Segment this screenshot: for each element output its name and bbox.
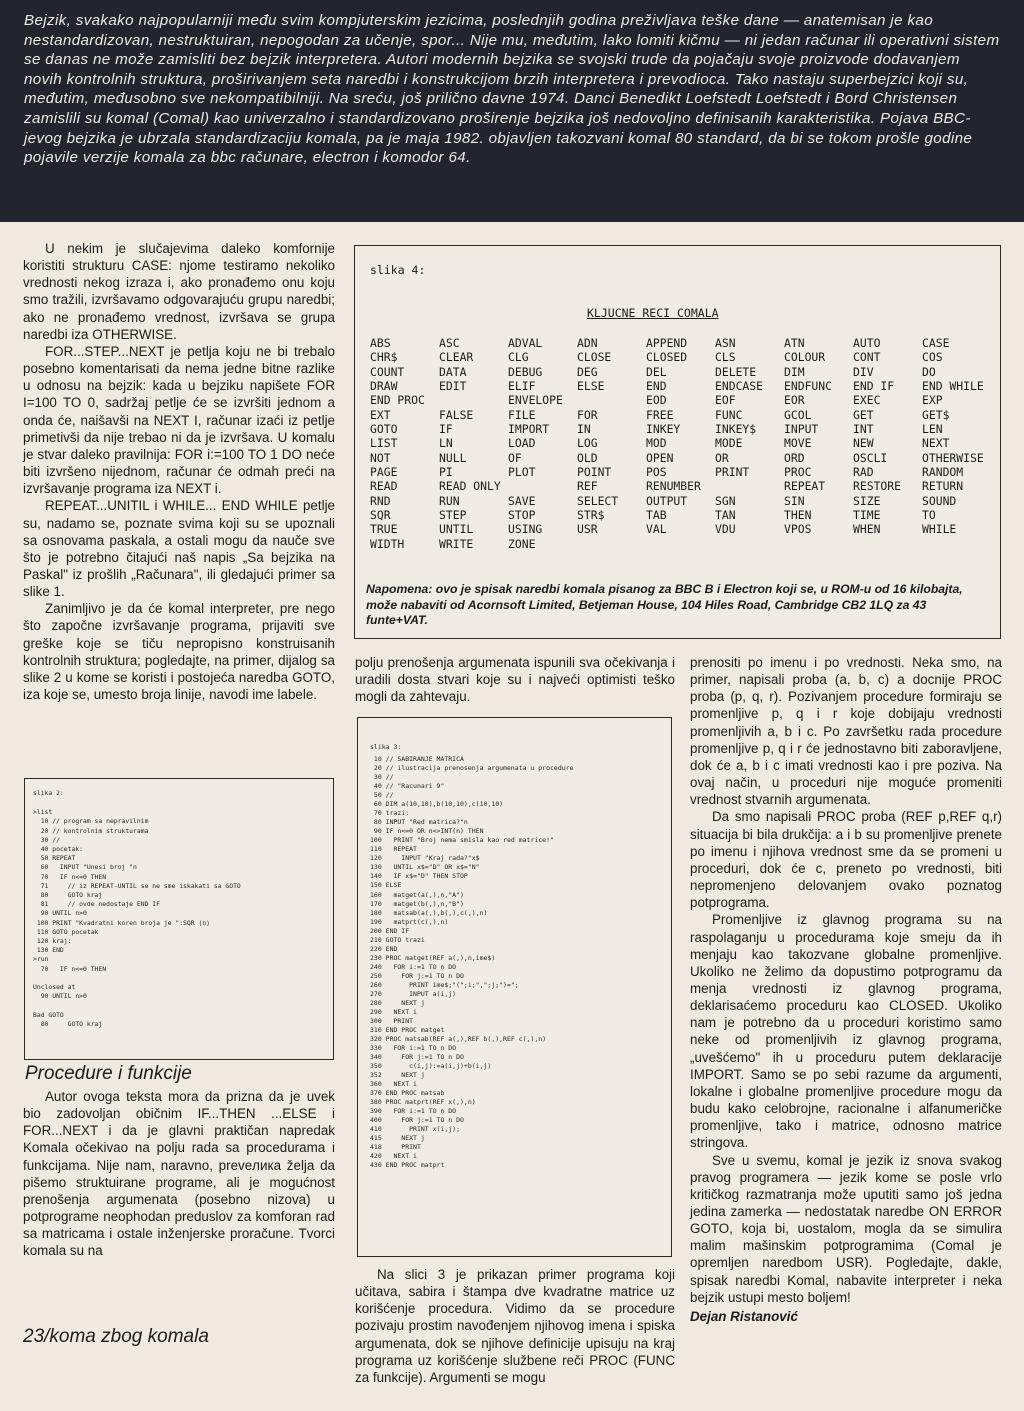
keyword-cell: END — [646, 379, 667, 394]
keyword-row — [370, 465, 991, 479]
column-1-text — [23, 240, 335, 703]
keyword-cell: EXP — [922, 393, 943, 408]
table-title: KLJUCNE RECI COMALA — [587, 306, 719, 320]
keyword-cell: ZONE — [508, 536, 536, 551]
keyword-cell: EDIT — [439, 379, 467, 394]
keyword-cell: MOD — [646, 436, 667, 451]
keyword-cell: INT — [853, 422, 874, 437]
keyword-cell: USING — [508, 522, 543, 537]
keyword-row — [370, 379, 991, 393]
keyword-cell — [922, 537, 991, 551]
keyword-cell: REPEAT — [784, 479, 826, 494]
keyword-cell: POINT — [577, 465, 612, 480]
author-byline: Dejan Ristanović — [690, 1308, 798, 1324]
keyword-row — [370, 494, 991, 508]
keyword-cell: TAN — [715, 508, 736, 523]
keyword-cell — [577, 537, 646, 551]
keyword-cell: WHEN — [853, 522, 881, 537]
figure-slika-3 — [357, 717, 672, 1257]
keyword-cell: CLOSE — [577, 350, 612, 365]
keyword-cell: INKEY — [646, 422, 681, 437]
keyword-cell: OF — [508, 450, 522, 465]
keyword-cell: WIDTH — [370, 536, 405, 551]
keyword-cell: AUTO — [853, 336, 881, 350]
keyword-cell: RAD — [853, 465, 874, 480]
paragraph: Promenljive iz glavnog programa su na raspolaganju u procedurama koje smeju da ih menjaju kao takozvane globalne promenljive. Ukoliko ne želimo da dopustimo potprogramu da menja vrednosti iz glavnog programa, deklarisaćemo proceduru kao CLOSED. Ukoliko nam je potrebno da u proceduri koristimo samo neke od promenljivih iz glavnog programa, „uvešćemo" ih u proceduru putem deklaracije IMPORT. Samo se po sebi razume da argumenti, lokalne i globalne promenljive procedure mogu da budu kako celobrojne, racionalne i alfanumeričke promenljive, tako i matrice, odnosno matrice stringova. — [690, 912, 1002, 1151]
keyword-cell: END WHILE — [922, 379, 984, 394]
keyword-cell: SQR — [370, 508, 391, 523]
keyword-cell: ELSE — [577, 379, 605, 394]
code-listing: >list 10 // program sa nepravilnim 20 // kontrolnim strukturama 30 // 40 pocetak: 50 REPEAT 60 INPUT "Unesi broj "n 70 IF n<=0 THEN 71 // iz REPEAT-UNTIL se ne sme iskakati sa GOTO 80 GOTO kraj 81 // ovde nedostaje END IF 90 UNTIL n>0 100 PRINT "Kvadratni koren broja je ":SQR (n) 110 GOTO pocetak 120 kraj: 130 END >run 70 IF n<=0 THEN Unclosed at 90 UNTIL n>0 Bad GOTO 80 GOTO kraj — [33, 808, 241, 1028]
keyword-cell: LEN — [922, 422, 943, 437]
keyword-cell: DIV — [853, 364, 874, 379]
keyword-cell: LN — [439, 436, 453, 451]
keyword-cell: OSCLI — [853, 450, 888, 465]
paragraph: U nekim je slučajevima daleko komfornije koristiti strukturu CASE: njome testiramo nekoliko vrednosti nekog izraza i, ako pronađemo onu koju smo tražili, izvršavamo odgovarajuću grupu naredbi; ako ne pronađemo vrednost, izvršava se grupa naredbi iza OTHERWISE. — [23, 241, 335, 342]
keyword-cell: CLG — [508, 350, 529, 365]
keyword-cell: RND — [370, 493, 391, 508]
keyword-cell: PRINT — [715, 465, 750, 480]
keyword-cell: OTHERWISE — [922, 450, 984, 465]
code-listing: 10 // SABIRANJE MATRICA 20 // ilustracija prenosenja argumenata u procedure 30 // 40 // "Racunari 9" 50 // 60 DIM a(10,10),b(10,10),c(10,10) 70 trazi: 80 INPUT "Red matrica?"n 90 IF n<=0 OR n<>INT(n) THEN 100 PRINT "Broj nema smisla kao red matrice!" 110 REPEAT 120 INPUT "Kraj rada?"x$ 130 UNTIL x$="D" OR x$="N" 140 IF x$="D" THEN STOP 150 ELSE 160 matget(a(,),n,"A") 170 matget(b(,),n,"B") 180 matsab(a(,),b(,),c(,),n) 190 matprt(c(,),n) 200 END IF 210 GOTO trazi 220 END 230 PROC matget(REF a(,),n,ime$) 240 FOR i:=1 TO n DO 250 FOR j:=1 TO n DO 260 PRINT ime$;"(";i;",";j;")="; 270 INPUT a(i,j) 280 NEXT j 290 NEXT i 300 PRINT 310 END PROC matget 320 PROC matsab(REF a(,),REF b(,),REF c(,),n) 330 FOR i:=1 TO n DO 340 FOR j:=1 TO n DO 350 c(i,j):=a(i,j)+b(i,j) 352 NEXT j 360 NEXT i 370 END PROC matsab 380 PROC matprt(REF x(,),n) 390 FOR i:=1 TO n DO 400 FOR j:=1 TO n DO 410 PRINT x(i,j); 415 NEXT j 418 PRINT 420 NEXT i 430 END PROC matprt — [370, 755, 574, 1170]
keyword-cell: ENDCASE — [715, 379, 764, 394]
keyword-row — [370, 408, 991, 422]
table-note: Napomena: ovo je spisak naredbi komala pisanog za BBC B i Electron koji se, u ROM-u od 16 kilobajta, može nabaviti od Acornsoft Limited, Betjeman House, 104 Hiles Road, Cambridge CB2 1LQ za 43 funte+VAT. — [366, 582, 963, 628]
keyword-cell: LOAD — [508, 436, 536, 451]
keyword-cell: GET — [853, 407, 874, 422]
paragraph: prenositi po imenu i po vrednosti. Neka smo, na primer, napisali proba (a, b, c) a docnije PROC proba (p, q, r). Pozivanjem procedure formiraju se promenljive p, q i r koje dobijaju vrednosti promenljivih a, b i c. Po završetku rada procedure promenljive p, q i r će jednostavno biti zaboravljene, dok će a, b i c imati vrednosti kao i pre poziva. Na ovaj način, u proceduri nije moguće promeniti vrednost stvarnih argumenata. — [690, 655, 1002, 808]
keyword-cell: DATA — [439, 364, 467, 379]
keyword-cell: FALSE — [439, 407, 474, 422]
keyword-cell: LIST — [370, 436, 398, 451]
keyword-cell — [784, 537, 853, 551]
keyword-cell: SAVE — [508, 493, 536, 508]
keyword-cell: IMPORT — [508, 422, 550, 437]
keyword-cell: CLS — [715, 350, 736, 365]
keyword-cell: SELECT — [577, 493, 619, 508]
keyword-cell: NULL — [439, 450, 467, 465]
keyword-cell: OPEN — [646, 450, 674, 465]
keyword-row — [370, 422, 991, 436]
keyword-cell: COUNT — [370, 364, 405, 379]
keyword-cell: PI — [439, 465, 453, 480]
paragraph: Autor ovoga teksta mora da prizna da je uvek bio zadovoljan običnim IF...THEN ...ELSE i FOR...NEXT i da je glavni praktičan napredak Komala očekivao na polju rada sa procedurama i funkcijama. Nije nam, naravno, preveлика želja da pišemo struktuirane programe, ali je mogućnost prenošenja argumenata (posebno nizova) u potprograme neophodan preduslov za komforan rad sa matricama i ostale inženjerske proračune. Tvorci komala su na — [23, 1089, 335, 1259]
keyword-cell: ORD — [784, 450, 805, 465]
figure-label: slika 3: — [370, 743, 402, 751]
keyword-cell: FOR — [577, 407, 598, 422]
keyword-cell: INKEY$ — [715, 422, 757, 437]
keyword-cell: END PROC — [370, 393, 425, 408]
paragraph: REPEAT...UNITIL i WHILE... END WHILE petlje su, nadamo se, poznate svima koji su se upoznali sa osnovama paskala, a ostali mogu da nauče sve što je potrebno čitajući naš napis „Sa bejzika na Paskal" iz prošlih „Računara", ili gledajući primer sa slike 1. — [23, 498, 335, 600]
keyword-cell: ADN — [577, 336, 598, 350]
keyword-cell — [508, 479, 577, 493]
keyword-cell: REF — [577, 479, 598, 494]
keyword-row — [370, 336, 991, 350]
keyword-cell: ENDFUNC — [784, 379, 833, 394]
keyword-cell: CONT — [853, 350, 881, 365]
keyword-cell — [715, 479, 784, 493]
keyword-row — [370, 508, 991, 522]
keyword-cell: ATN — [784, 336, 805, 350]
keyword-cell: VPOS — [784, 522, 812, 537]
keyword-cell: OR — [715, 450, 729, 465]
keyword-cell: END IF — [853, 379, 895, 394]
keyword-row — [370, 350, 991, 364]
column-2-bottom-text — [355, 1266, 675, 1386]
keyword-row — [370, 451, 991, 465]
keyword-cell: INPUT — [784, 422, 819, 437]
keyword-cell: DEG — [577, 364, 598, 379]
keyword-cell: RESTORE — [853, 479, 902, 494]
keyword-cell: READ ONLY — [439, 479, 501, 494]
section-heading: Procedure i funkcije — [25, 1063, 192, 1084]
keyword-cell: CASE — [922, 336, 950, 350]
keyword-cell: DEBUG — [508, 364, 543, 379]
keyword-cell: TO — [922, 508, 936, 523]
keyword-cell: OLD — [577, 450, 598, 465]
keyword-cell: RANDOM — [922, 465, 964, 480]
keyword-cell: RENUMBER — [646, 479, 701, 494]
paragraph: Zanimljivo je da će komal interpreter, pre nego što započne izvršavanje programa, prijaviti sve greške koje se tiču nepropisno konstruisanih kontrolnih struktura; pogledajte, na primer, dijalog sa slike 2 u kome se koristi i postojeća naredba GOTO, iza koje se, umesto broja linije, navodi ime labele. — [23, 601, 335, 703]
column-2-top-text — [355, 654, 675, 705]
keyword-cell: ELIF — [508, 379, 536, 394]
keyword-cell: READ — [370, 479, 398, 494]
keyword-cell — [577, 393, 646, 407]
keyword-cell: STOP — [508, 508, 536, 523]
paragraph: Na slici 3 je prikazan primer programa koji učitava, sabira i štampa dve kvadratne matrice uz korišćenje procedura. Vidimo da se procedure pozivaju prostim navođenjem njihovog imena i spiska argumenata, dok se njihove definicije upisuju na kraj programa uz korišćenje službene reči PROC (FUNC za funkcije). Argumenti se mogu — [355, 1267, 675, 1385]
keyword-cell — [853, 537, 922, 551]
keyword-cell: GET$ — [922, 407, 950, 422]
keyword-cell: WHILE — [922, 522, 957, 537]
keyword-cell: ABS — [370, 336, 391, 350]
intro-banner: Bejzik, svakako najpopularniji među svim kompjuterskim jezicima, poslednjih godina preživljava teške dane — anatemisan je kao nestandardizovan, nestruktuiran, nepogodan za učenje, spor... Nije mu, međutim, lako lomiti kičmu — ni jedan računar ili operativni sistem se danas ne može zamisliti bez bejzik interpretera. Autori modernih bejzika se svojski trude da pojačaju svoje proizvode dodavanjem novih kontrolnih struktura, proširivanjem seta naredbi i konstrukcijom brzih interpretera i prevodioca. Tako nastaju superbejzici koji su, međutim, međusobno sve nekompatibilniji. Na sreću, još prilično davne 1974. Danci Benedikt Loefstedt Loefstedt i Bord Christensen zamislili su komal (Comal) kao univerzalno i standardizovano proširenje bejzika još nedovoljno definisanih karakteristika. Pojava BBC-jevog bejzika je ubrzala standardizaciju komala, pa je maja 1982. objavljen takozvani komal 80 standard, da bi se tokom prošle godine pojavile verzije komala za bbc računare, electron i komodor 64. — [0, 0, 1024, 222]
keyword-cell: ASC — [439, 336, 460, 350]
keyword-cell: USR — [577, 522, 598, 537]
paragraph: Sve u svemu, komal je jezik iz snova svakog pravog programera — jezik kome se posle vrlo kritičkog razmatranja može uputiti samo još jedna jedina zamerka — nedostatak naredbe ON ERROR GOTO, koja bi, uostalom, mogla da se simulira malim mašinskim potprogramima (Comal je opremljen naredbom USR). Pogledajte, dakle, spisak naredbi Komal, nabavite interpreter i neka bejzik ustupi mesto boljem! — [690, 1152, 1002, 1305]
keyword-row — [370, 436, 991, 450]
keyword-cell: ASN — [715, 336, 736, 350]
keyword-row — [370, 393, 991, 407]
keyword-cell: OUTPUT — [646, 493, 688, 508]
column-3-text — [690, 654, 1002, 1325]
keyword-cell: THEN — [784, 508, 812, 523]
keyword-cell: CLOSED — [646, 350, 688, 365]
keyword-cell: DO — [922, 364, 936, 379]
keyword-cell: RETURN — [922, 479, 964, 494]
keyword-cell: GCOL — [784, 407, 812, 422]
keyword-cell: TRUE — [370, 522, 398, 537]
keyword-cell: SGN — [715, 493, 736, 508]
keyword-cell: CLEAR — [439, 350, 474, 365]
keyword-cell: VDU — [715, 522, 736, 537]
keyword-cell: LOG — [577, 436, 598, 451]
keyword-cell: DRAW — [370, 379, 398, 394]
keyword-cell: FREE — [646, 407, 674, 422]
keyword-cell: VAL — [646, 522, 667, 537]
keyword-cell: MODE — [715, 436, 743, 451]
keyword-cell — [715, 537, 784, 551]
keyword-cell: APPEND — [646, 336, 688, 350]
figure-label: slika 2: — [33, 789, 64, 797]
keyword-cell: IF — [439, 422, 453, 437]
keyword-cell: DELETE — [715, 364, 757, 379]
keyword-cell: PAGE — [370, 465, 398, 480]
keyword-cell: DIM — [784, 364, 805, 379]
keyword-cell: CHR$ — [370, 350, 398, 365]
paragraph: polju prenošenja argumenata ispunili sva očekivanja i uradili dosta stvari koje su i najveći optimisti teško mogli da zahtevaju. — [355, 655, 675, 705]
keyword-cell: SIN — [784, 493, 805, 508]
keyword-cell: ENVELOPE — [508, 393, 563, 408]
keyword-cell: RUN — [439, 493, 460, 508]
keyword-cell: POS — [646, 465, 667, 480]
keyword-cell: STEP — [439, 508, 467, 523]
keyword-table — [370, 336, 991, 551]
keyword-cell — [439, 393, 508, 407]
keyword-cell: SIZE — [853, 493, 881, 508]
keyword-cell: NEXT — [922, 436, 950, 451]
keyword-cell: SOUND — [922, 493, 957, 508]
keyword-cell: TIME — [853, 508, 881, 523]
keyword-row — [370, 537, 991, 551]
keyword-cell: DEL — [646, 364, 667, 379]
keyword-cell: PLOT — [508, 465, 536, 480]
paragraph: Da smo napisali PROC proba (REF p,REF q,r) situacija bi bila drukčija: a i b su promenljive prenete po imenu i njihova vrednost sme da se promeni u proceduri, dok će c, preneto po vrednosti, biti nepromenjeno delovanjem ovako poznatog potprograma. — [690, 809, 1002, 911]
keyword-cell: TAB — [646, 508, 667, 523]
keyword-cell: FILE — [508, 407, 536, 422]
keyword-cell: EXT — [370, 407, 391, 422]
keyword-cell: EXEC — [853, 393, 881, 408]
keyword-cell: EOD — [646, 393, 667, 408]
figure-label: slika 4: — [370, 263, 426, 277]
keyword-cell: COS — [922, 350, 943, 365]
keyword-cell: MOVE — [784, 436, 812, 451]
figure-slika-2 — [24, 778, 334, 1060]
figure-slika-4 — [354, 245, 1001, 639]
keyword-cell: IN — [577, 422, 591, 437]
keyword-cell: WRITE — [439, 536, 474, 551]
keyword-cell: EOR — [784, 393, 805, 408]
keyword-cell: PROC — [784, 465, 812, 480]
keyword-cell: EOF — [715, 393, 736, 408]
column-1-text-2 — [23, 1088, 335, 1260]
keyword-cell: NEW — [853, 436, 874, 451]
keyword-row — [370, 479, 991, 493]
keyword-cell: STR$ — [577, 508, 605, 523]
keyword-cell: COLOUR — [784, 350, 826, 365]
keyword-cell: UNTIL — [439, 522, 474, 537]
keyword-row — [370, 522, 991, 536]
keyword-cell: GOTO — [370, 422, 398, 437]
keyword-cell: NOT — [370, 450, 391, 465]
keyword-cell — [646, 537, 715, 551]
page-footer: 23/koma zbog komala — [23, 1326, 209, 1347]
keyword-cell: FUNC — [715, 407, 743, 422]
paragraph: FOR...STEP...NEXT je petlja koju ne bi trebalo posebno komentarisati da nema jedne bitne razlike u odnosu na bejzik: kada u bejziku napišete FOR I=100 TO 0, sadržaj petlje će se izvršiti jednom a onda će, naišavši na NEXT I, računar izaći iz petlje primetivši da nije trebao ni da je izvršava. U komalu je stvar daleko pravilnija: FOR i:=100 TO 1 DO neće biti izvršeno nijednom, računar će odmah preći na izvršavanje programa iza NEXT i. — [23, 343, 335, 497]
keyword-cell: ADVAL — [508, 336, 543, 350]
keyword-row — [370, 365, 991, 379]
